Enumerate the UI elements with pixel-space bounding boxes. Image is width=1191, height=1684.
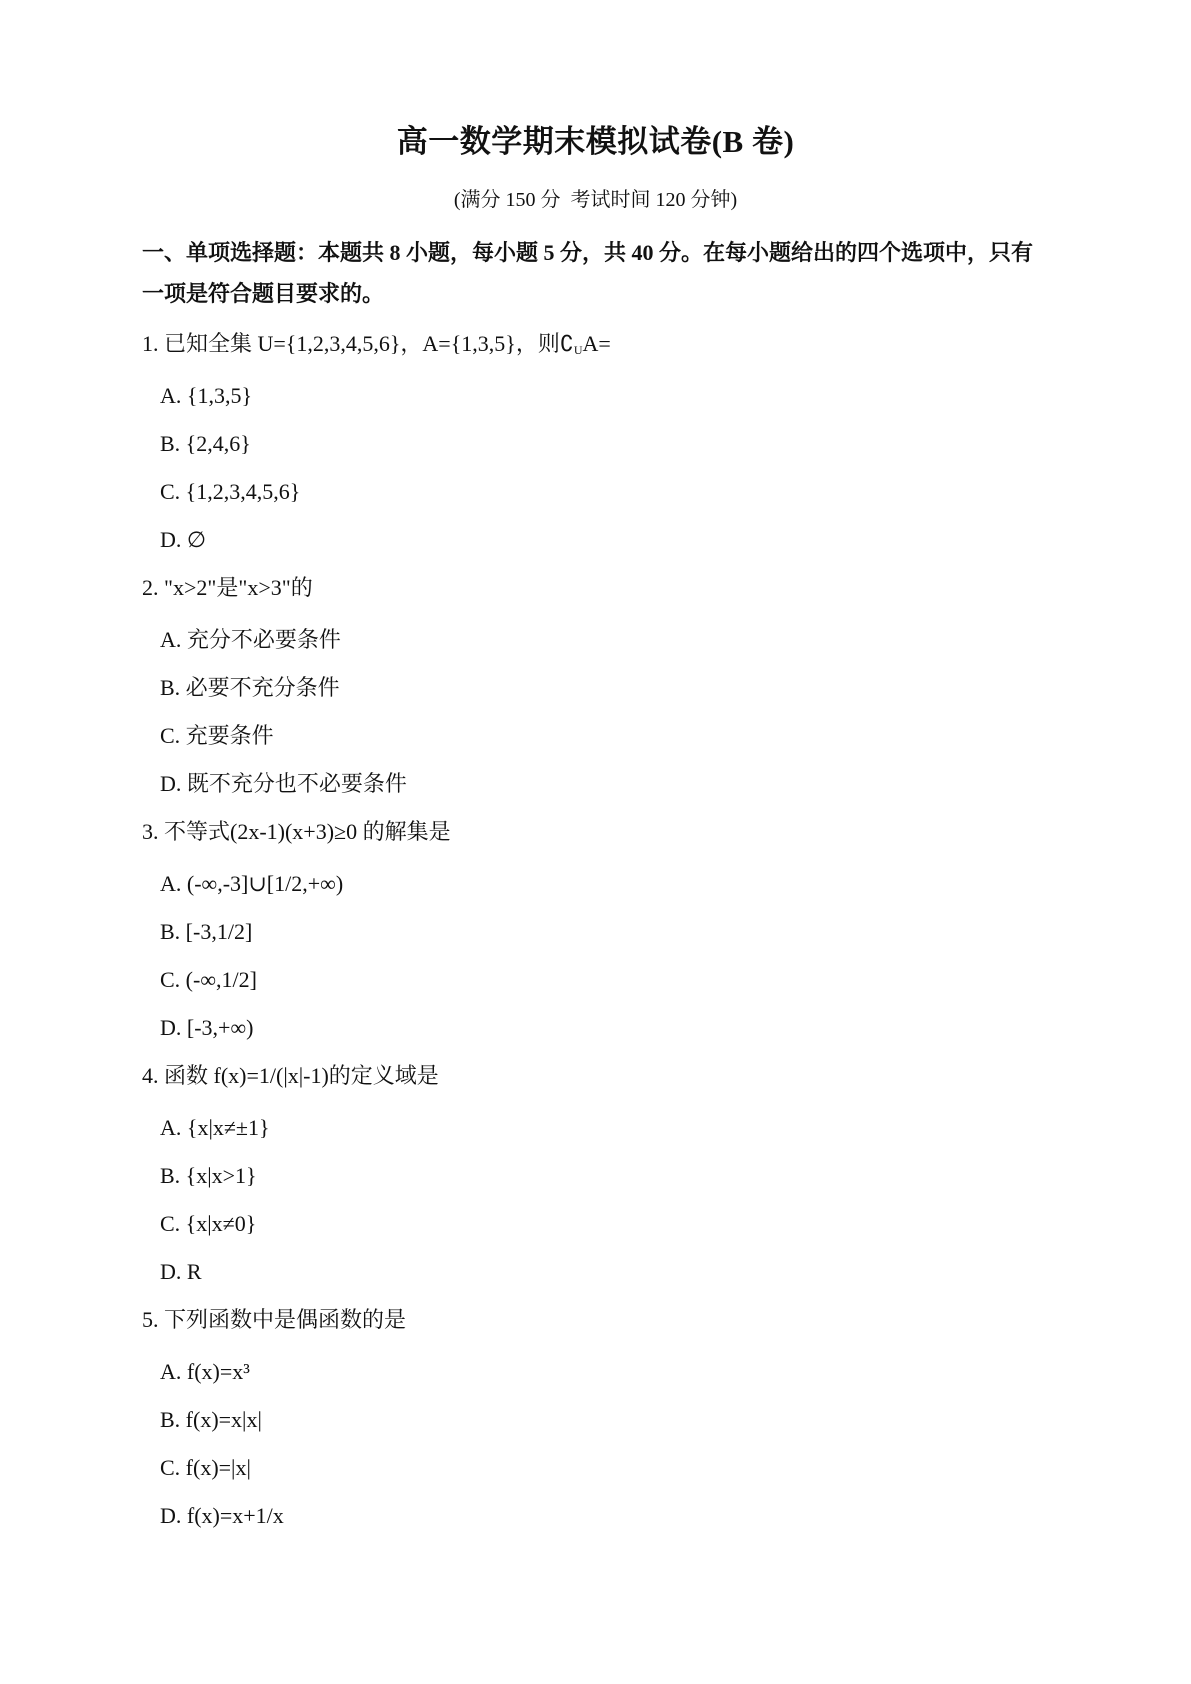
complement-symbol: ∁ [559, 331, 574, 356]
question-stem [142, 328, 1042, 359]
option-c: C. f(x)=|x| [160, 1455, 251, 1480]
option-d: D. ∅ [160, 527, 207, 552]
option-a: A. (-∞,-3]∪[1/2,+∞) [160, 871, 344, 896]
question-stem: 4. 函数 f(x)=1/(|x|-1)的定义域是 [142, 1063, 439, 1088]
option-a: A. {1,3,5} [160, 383, 253, 408]
exam-title: 高一数学期末模拟试卷(B 卷) [396, 124, 795, 159]
question-stem: 3. 不等式(2x-1)(x+3)≥0 的解集是 [142, 819, 451, 844]
option-b: B. f(x)=x|x| [160, 1407, 262, 1432]
option-b: B. {2,4,6} [160, 431, 251, 456]
option-d: D. R [160, 1259, 202, 1284]
option-a: A. {x|x≠±1} [160, 1115, 270, 1140]
option-c: C. {x|x≠0} [160, 1211, 257, 1236]
question-list [142, 328, 1042, 1548]
option-d: D. f(x)=x+1/x [160, 1503, 284, 1528]
option-d: D. 既不充分也不必要条件 [160, 771, 407, 796]
question-4 [142, 1060, 1042, 1287]
option-a: A. 充分不必要条件 [160, 627, 341, 652]
exam-subtitle: (满分 150 分 考试时间 120 分钟) [453, 189, 738, 211]
option-d: D. [-3,+∞) [160, 1015, 254, 1040]
question-stem: 2. "x>2"是"x>3"的 [142, 575, 313, 600]
question-1 [142, 328, 1042, 555]
question-2 [142, 572, 1042, 799]
option-c: C. {1,2,3,4,5,6} [160, 479, 301, 504]
option-b: B. 必要不充分条件 [160, 675, 340, 700]
option-c: C. (-∞,1/2] [160, 967, 257, 992]
question-stem-text: 1. 已知全集 U={1,2,3,4,5,6}，A={1,3,5}，则 [142, 331, 560, 356]
question-3 [142, 816, 1042, 1043]
question-stem-tail: A= [582, 331, 611, 356]
option-b: B. {x|x>1} [160, 1163, 257, 1188]
question-5 [142, 1304, 1042, 1531]
question-stem: 5. 下列函数中是偶函数的是 [142, 1307, 407, 1332]
section-heading: 一、单项选择题：本题共 8 小题，每小题 5 分，共 40 分。在每小题给出的四个选项中，只有一项是符合题目要求的。 [142, 240, 1034, 306]
complement-subscript: U [573, 343, 583, 357]
option-b: B. [-3,1/2] [160, 919, 253, 944]
option-c: C. 充要条件 [160, 723, 274, 748]
option-a: A. f(x)=x³ [160, 1359, 250, 1384]
